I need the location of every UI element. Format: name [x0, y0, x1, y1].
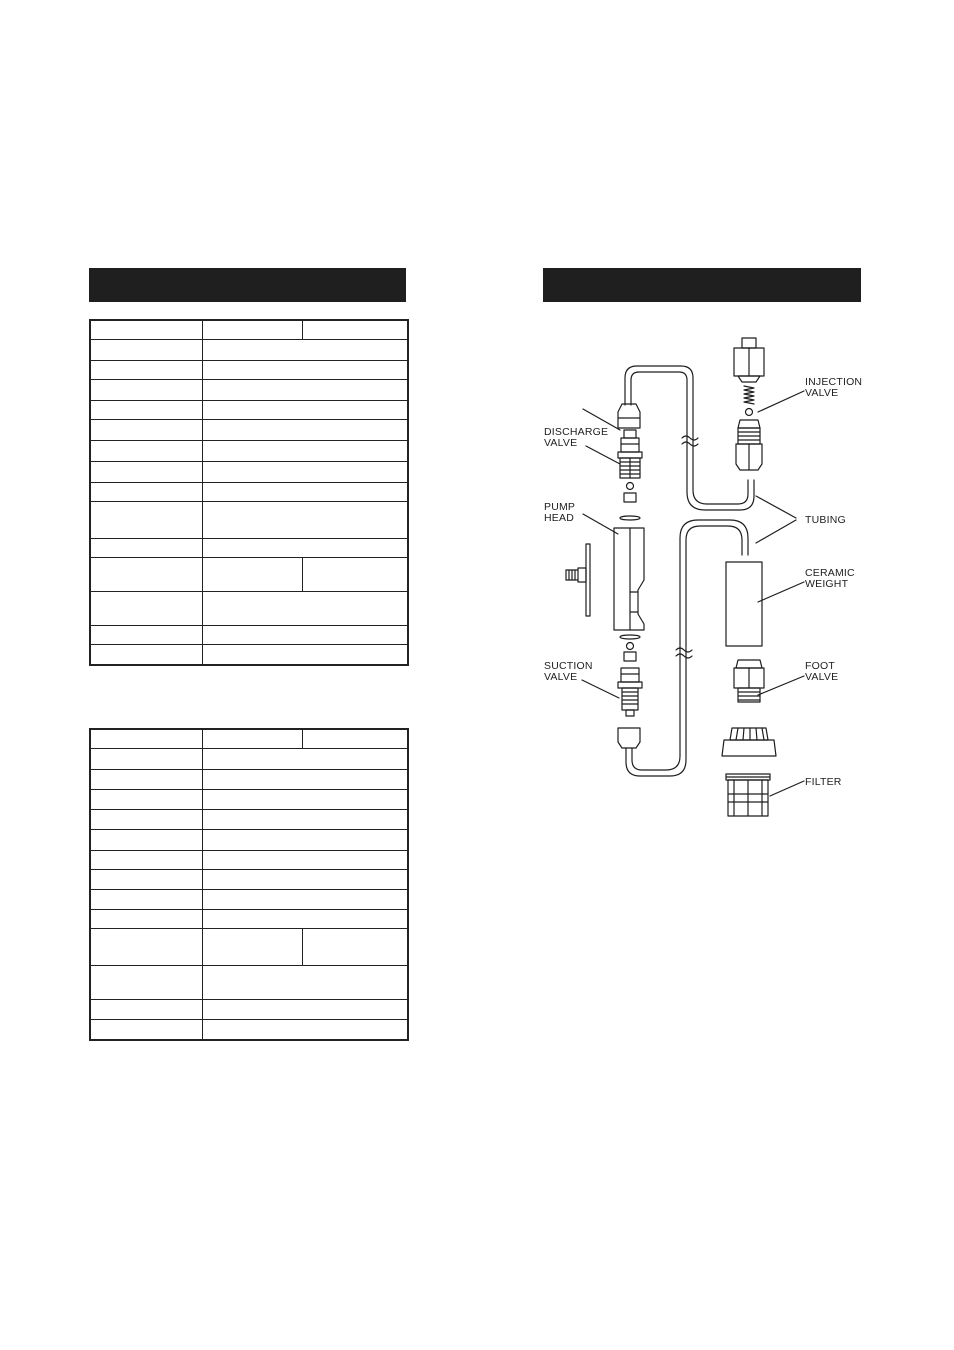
spec-table-1 — [89, 319, 409, 666]
table-cell — [202, 789, 408, 809]
table-cell — [90, 379, 202, 400]
table-cell — [202, 625, 408, 644]
leader-line — [586, 446, 620, 464]
label-injection-2: VALVE — [805, 387, 839, 399]
leader-line — [758, 582, 804, 602]
table-cell — [90, 644, 202, 665]
table-cell — [202, 591, 408, 625]
spec-table-2 — [89, 728, 409, 1041]
filter-body — [726, 774, 770, 816]
discharge-seat — [624, 493, 636, 502]
label-injection-1: INJECTION — [805, 376, 863, 388]
table-cell — [202, 769, 408, 789]
table-cell — [90, 461, 202, 482]
suction-o-ring — [620, 635, 640, 639]
tubing-upper — [625, 366, 754, 510]
table-cell — [90, 789, 202, 809]
table-cell — [90, 809, 202, 829]
leader-line — [758, 676, 804, 695]
table-cell — [202, 320, 302, 339]
table-cell — [90, 440, 202, 461]
table-cell — [202, 360, 408, 379]
pump-head — [614, 528, 644, 630]
table-cell — [202, 482, 408, 501]
label-discharge-1: DISCHARGE — [544, 426, 609, 438]
label-tubing: TUBING — [805, 514, 846, 526]
table-cell — [202, 538, 408, 557]
table-cell — [90, 482, 202, 501]
filter-cap — [722, 728, 776, 756]
discharge-valve-body — [618, 430, 642, 478]
left-header-bar — [89, 268, 406, 302]
suction-valve-body — [618, 668, 642, 716]
table-cell — [90, 909, 202, 928]
label-ceramic-1: CERAMIC — [805, 567, 855, 579]
table-cell — [90, 729, 202, 748]
label-filter: FILTER — [805, 776, 842, 788]
table-cell — [90, 1019, 202, 1040]
table-cell — [90, 557, 202, 591]
leader-line — [756, 496, 796, 518]
table-cell — [90, 320, 202, 339]
discharge-o-ring — [620, 516, 640, 520]
label-pump-2: HEAD — [544, 512, 574, 524]
table-cell — [90, 769, 202, 789]
leader-line — [583, 514, 618, 534]
table-cell — [302, 729, 408, 748]
table-cell — [202, 829, 408, 850]
suction-seat — [624, 652, 636, 661]
injection-ball — [746, 409, 753, 416]
table-cell — [202, 889, 408, 909]
table-cell — [302, 928, 408, 965]
table-cell — [90, 419, 202, 440]
table-cell — [202, 644, 408, 665]
table-cell — [202, 850, 408, 869]
suction-nut — [618, 728, 640, 748]
table-cell — [90, 889, 202, 909]
table-cell — [202, 965, 408, 999]
table-cell — [90, 400, 202, 419]
foot-valve — [734, 660, 764, 702]
table-cell — [90, 339, 202, 360]
table-cell — [90, 965, 202, 999]
table-cell — [90, 501, 202, 538]
table-cell — [90, 999, 202, 1019]
injection-valve-top — [734, 338, 764, 382]
label-suction-2: VALVE — [544, 671, 578, 683]
table-cell — [202, 869, 408, 889]
table-cell — [202, 809, 408, 829]
table-cell — [202, 999, 408, 1019]
discharge-ball — [627, 483, 634, 490]
table-cell — [202, 748, 408, 769]
suction-ball — [627, 643, 634, 650]
table-cell — [202, 461, 408, 482]
table-cell — [202, 501, 408, 538]
table-cell — [202, 909, 408, 928]
table-cell — [302, 557, 408, 591]
injection-spring — [744, 386, 754, 404]
table-cell — [202, 729, 302, 748]
table-cell — [202, 339, 408, 360]
label-pump-1: PUMP — [544, 501, 576, 513]
table-cell — [202, 419, 408, 440]
table-cell — [90, 928, 202, 965]
pump-diaphragm-plate — [566, 544, 590, 616]
discharge-nut — [618, 404, 640, 428]
table-cell — [90, 625, 202, 644]
label-suction-1: SUCTION — [544, 660, 593, 672]
ceramic-weight — [726, 562, 762, 646]
leader-line — [756, 520, 796, 543]
table-cell — [90, 748, 202, 769]
injection-valve-body — [736, 420, 762, 470]
leader-line — [758, 391, 804, 412]
table-cell — [90, 538, 202, 557]
table-cell — [202, 557, 302, 591]
leader-line — [770, 781, 804, 796]
table-cell — [90, 869, 202, 889]
table-cell — [90, 829, 202, 850]
pump-parts-diagram — [520, 320, 880, 830]
table-cell — [202, 400, 408, 419]
table-cell — [90, 591, 202, 625]
right-header-bar — [543, 268, 861, 302]
label-discharge-2: VALVE — [544, 437, 578, 449]
label-ceramic-2: WEIGHT — [805, 578, 849, 590]
table-cell — [202, 379, 408, 400]
table-cell — [302, 320, 408, 339]
table-cell — [202, 440, 408, 461]
label-foot-2: VALVE — [805, 671, 839, 683]
table-cell — [90, 360, 202, 379]
table-cell — [90, 850, 202, 869]
label-foot-1: FOOT — [805, 660, 835, 672]
leader-line — [582, 680, 619, 698]
table-cell — [202, 928, 302, 965]
table-cell — [202, 1019, 408, 1040]
